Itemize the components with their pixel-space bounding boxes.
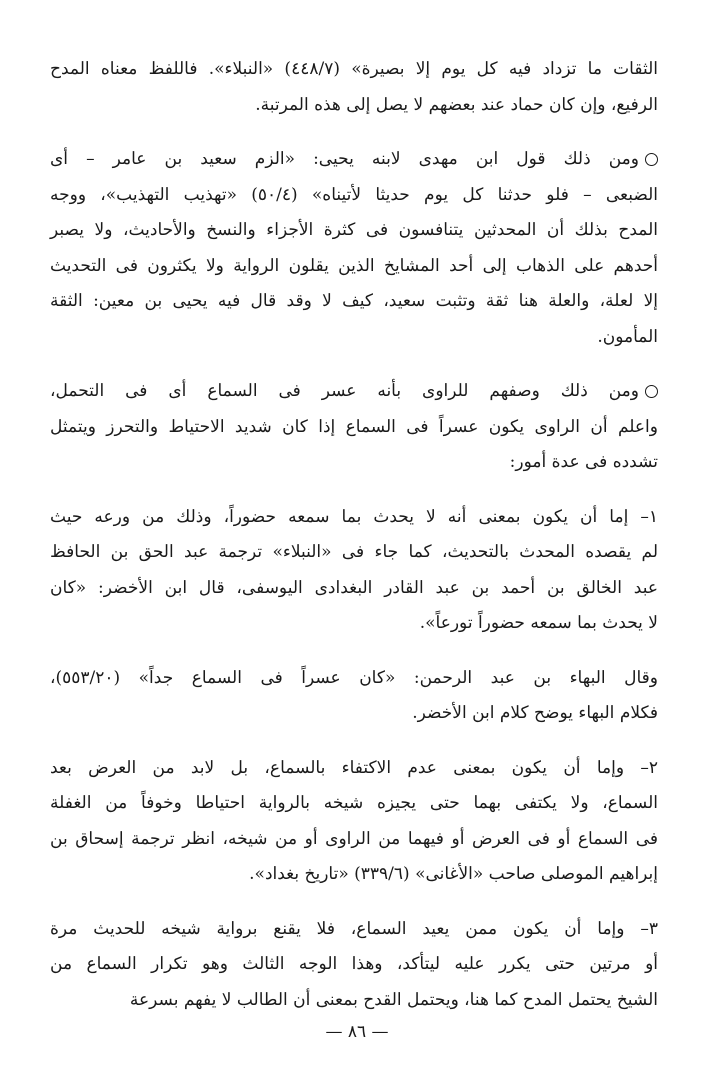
line-text: فكلام البهاء يوضح كلام ابن الأخضر.	[412, 703, 658, 723]
line-text: ومن ذلك وصفهم للراوى بأنه عسر فى السماع أى فى التحمل،	[50, 381, 639, 401]
paragraph	[50, 142, 658, 355]
circle-bullet-icon	[645, 385, 658, 398]
line-text: وقال البهاء بن عبد الرحمن: «كان عسراً فى السماع جداً» (٥٥٣/٢٠)،	[50, 667, 658, 688]
line-text: أحدهم على الذهاب إلى أحد المشايخ الذين يقلون الرواية ولا يكثرون فى التحديث	[50, 255, 658, 276]
text-line	[50, 178, 658, 214]
text-line	[50, 571, 658, 607]
line-text: السماع، ولا يكتفى بهما حتى يجيزه شيخه بالرواية احتياطا وخوفاً من الغفلة	[50, 793, 658, 813]
text-line	[50, 284, 658, 320]
text-line	[50, 751, 658, 787]
line-text: ٣– وإما أن يكون ممن يعيد السماع، فلا يقنع برواية شيخه للحديث مرة	[50, 918, 658, 939]
paragraph	[50, 52, 658, 123]
body-text	[50, 52, 658, 1018]
text-line	[50, 661, 658, 697]
line-text: تشدده فى عدة أمور:	[509, 452, 658, 472]
text-line	[50, 249, 658, 285]
line-text: ٢– وإما أن يكون بمعنى عدم الاكتفاء بالسماع، بل لابد من العرض بعد	[50, 757, 658, 778]
text-line	[50, 912, 658, 948]
text-line	[50, 213, 658, 249]
line-text: إبراهيم الموصلى صاحب «الأغانى» (٣٣٩/٦) «تاريخ بغداد».	[249, 864, 658, 884]
paragraph-gap	[50, 893, 658, 912]
line-text: لم يقصده المحدث بالتحديث، كما جاء فى «النبلاء» ترجمة عبد الحق بن الحافظ	[50, 542, 658, 562]
line-text: واعلم أن الراوى يكون عسراً فى السماع إذا كان شديد الاحتياط والتحرز ويتمثل	[50, 416, 658, 437]
text-line	[50, 445, 658, 481]
paragraph-gap	[50, 123, 658, 142]
text-line	[50, 857, 658, 893]
text-line	[50, 983, 658, 1019]
circle-bullet-icon	[645, 153, 658, 166]
paragraph	[50, 374, 658, 481]
paragraph	[50, 912, 658, 1019]
line-text: الثقات ما تزداد فيه كل يوم إلا بصيرة» (٤٤٨/٧) «النبلاء». فاللفظ معناه المدح	[50, 59, 658, 79]
line-text: ومن ذلك قول ابن مهدى لابنه يحيى: «الزم سعيد بن عامر – أى	[50, 149, 639, 169]
page-number: — ٨٦ —	[325, 1022, 389, 1042]
paragraph-gap	[50, 355, 658, 374]
line-text: عبد الخالق بن أحمد بن عبد القادر البغدادى اليوسفى، قال ابن الأخضر: «كان	[50, 577, 658, 598]
paragraph-gap	[50, 481, 658, 500]
text-line	[50, 410, 658, 446]
paragraph	[50, 661, 658, 732]
text-line	[50, 606, 658, 642]
text-line	[50, 822, 658, 858]
line-text: أو مرتين حتى يكرر عليه ليتأكد، وهذا الوجه الثالث وهو تكرار السماع من	[50, 954, 658, 974]
text-line	[50, 500, 658, 536]
text-line	[50, 374, 658, 410]
text-line	[50, 88, 658, 124]
paragraph-gap	[50, 642, 658, 661]
line-text: فى السماع أو فى العرض أو فيهما من الراوى أو من شيخه، انظر ترجمة إسحاق بن	[50, 828, 658, 849]
text-line	[50, 947, 658, 983]
line-text: الضبعى – فلو حدثنا كل يوم حديثا لأتيناه» (٥٠/٤) «تهذيب التهذيب»، ووجه	[50, 184, 659, 205]
text-line	[50, 535, 658, 571]
text-line	[50, 320, 658, 356]
paragraph	[50, 751, 658, 893]
text-line	[50, 696, 658, 732]
text-line	[50, 142, 658, 178]
line-text: لا يحدث بما سمعه حضوراً تورعاً».	[419, 613, 658, 633]
text-line	[50, 786, 658, 822]
line-text: المدح بذلك أن المحدثين يتنافسون فى كثرة الأجزاء والنسخ والأحاديث، ولا يصبر	[50, 220, 658, 240]
line-text: المأمون.	[597, 326, 658, 347]
line-text: ١– إما أن يكون بمعنى أنه لا يحدث بما سمعه حضوراً، وذلك من ورعه حيث	[50, 506, 658, 527]
text-line	[50, 52, 658, 88]
paragraph	[50, 500, 658, 642]
line-text: الرفيع، وإن كان حماد عند بعضهم لا يصل إلى هذه المرتبة.	[255, 94, 658, 115]
line-text: الشيخ يحتمل المدح كما هنا، ويحتمل القدح بمعنى أن الطالب لا يفهم بسرعة	[129, 989, 658, 1010]
paragraph-gap	[50, 732, 658, 751]
line-text: إلا لعلة، والعلة هنا ثقة وتثبت سعيد، كيف لا وقد قال فيه يحيى بن معين: الثقة	[50, 291, 658, 311]
